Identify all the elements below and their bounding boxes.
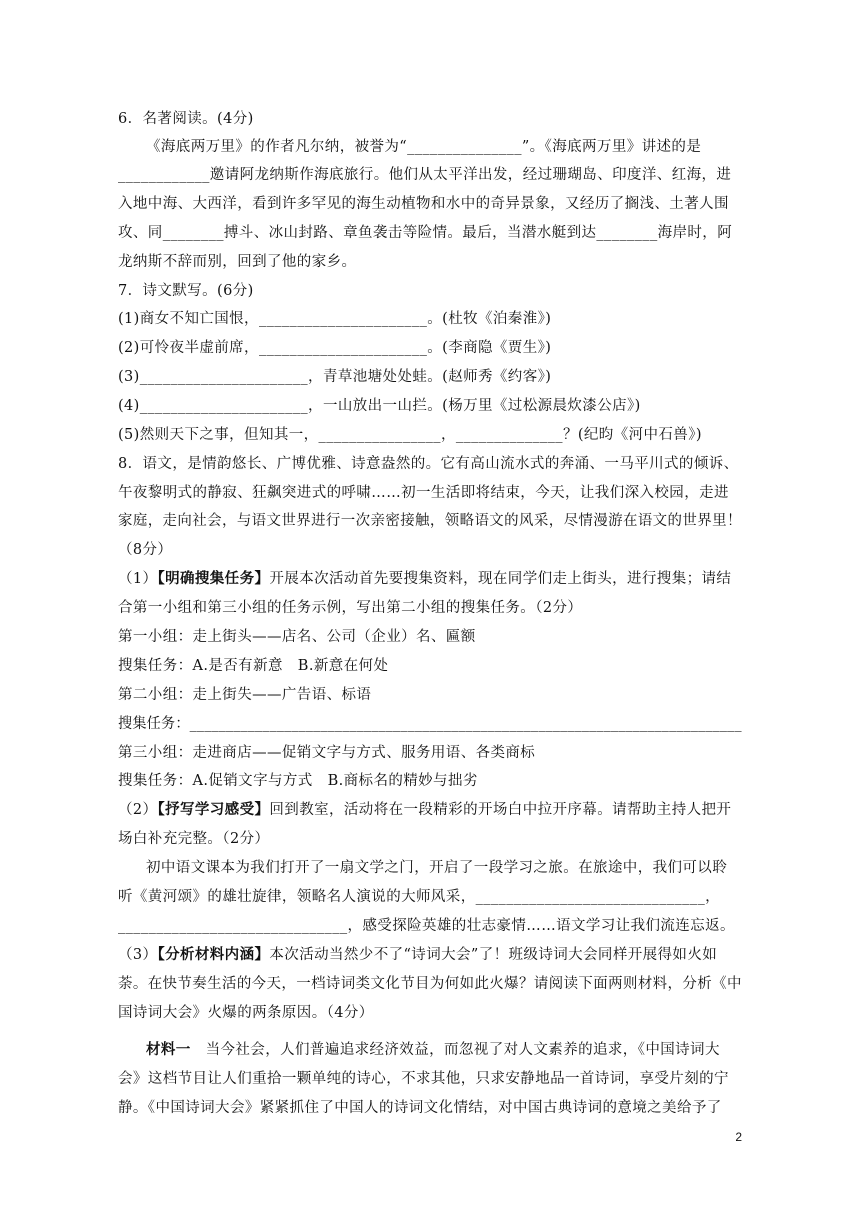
part-title: 【分析材料内涵】 <box>157 946 270 963</box>
part-number: （3） <box>118 947 158 963</box>
q7-item: (4)______________________，一山放出一山拦。(杨万里《过松源晨炊漆公店》) <box>118 398 641 414</box>
q6-line: 《海底两万里》的作者凡尔纳，被誉为“_______________”。《海底两万里》讲述的是 <box>146 139 702 155</box>
material-text: 当今社会，人们普遍追求经济效益，而忽视了对人文素养的追求，《中国诗词大 <box>190 1042 720 1058</box>
part-title: 【明确搜集任务】 <box>157 570 270 587</box>
q8-part2-line: 场白补充完整。（2分） <box>118 831 270 847</box>
group1-line: 第一小组：走上街头——店名、公司（企业）名、匾额 <box>118 629 476 645</box>
q8-line: 家庭，走向社会，与语文世界进行一次亲密接触，领略语文的风采，尽情漫游在语文的世界里！ <box>118 513 742 529</box>
material-line: 静。《中国诗词大会》紧紧抓住了中国人的诗词文化情结，对中国古典诗词的意境之美给予了 <box>118 1100 722 1116</box>
q8-line: 午夜黎明式的静寂、狂飙突进式的呼啸……初一生活即将结束，今天，让我们深入校园，走进 <box>118 485 729 501</box>
q8-part2-heading <box>118 800 731 820</box>
q8-part3-line: 荼。在快节奏生活的今天，一档诗词类文化节目为何如此火爆？请阅读下面两则材料，分析《中 <box>118 976 742 992</box>
task3-line: 搜集任务：A.促销文字与方式 B.商标名的精妙与拙劣 <box>118 773 478 789</box>
q6-line: 龙纳斯不辞而别，回到了他的家乡。 <box>118 254 357 270</box>
task2-answer-line: 搜集任务：____________________________________________________________________________ <box>118 716 742 732</box>
q6-line: 攻、同________搏斗、冰山封路、章鱼袭击等险情。最后，当潜水艇到达________海岸时，阿 <box>118 225 733 241</box>
q7-item: (3)______________________，青草池塘处处蛙。(赵师秀《约客》) <box>118 369 552 385</box>
q8-line: 8．语文，是情韵悠长、广博优雅、诗意盎然的。它有高山流水式的奔涌、一马平川式的倾诉、 <box>118 456 739 472</box>
q8-part1-line: 合第一小组和第三小组的任务示例，写出第二小组的搜集任务。（2分） <box>118 600 583 616</box>
task1-line: 搜集任务：A.是否有新意 B.新意在何处 <box>118 658 389 674</box>
opening-line: 听《黄河颂》的雄壮旋律，领略名人演说的大师风采，______________________________， <box>118 889 720 905</box>
part-text: 回到教室，活动将在一段精彩的开场白中拉开序幕。请帮助主持人把开 <box>269 802 732 818</box>
q8-part1-heading <box>118 569 731 589</box>
material-line <box>146 1040 720 1060</box>
opening-line: 初中语文课本为我们打开了一扇文学之门，开启了一段学习之旅。在旅途中，我们可以聆 <box>146 860 728 876</box>
q6-title: 6．名著阅读。(4分) <box>118 111 254 127</box>
q6-line: ____________邀请阿龙纳斯作海底旅行。他们从太平洋出发，经过珊瑚岛、印度洋、红海，进 <box>118 167 732 183</box>
material-line: 会》这档节目让人们重拾一颗单纯的诗心，不求其他，只求安静地品一首诗词，享受片刻的宁 <box>118 1071 729 1087</box>
q8-line: （8分） <box>118 542 173 558</box>
part-number: （1） <box>118 571 158 587</box>
material-label: 材料一 <box>146 1041 191 1058</box>
group3-line: 第三小组：走进商店——促销文字与方式、服务用语、各类商标 <box>118 745 536 761</box>
part-number: （2） <box>118 802 158 818</box>
q7-item: (2)可怜夜半虚前席，______________________。(李商隐《贾生》) <box>118 340 552 356</box>
page-number: 2 <box>735 1130 742 1144</box>
q8-part3-line: 国诗词大会》火爆的两条原因。（4分） <box>118 1005 374 1021</box>
q6-line: 入地中海、大西洋，看到许多罕见的海生动植物和水中的奇异景象，又经历了搁浅、土著人围 <box>118 196 729 212</box>
part-title: 【抒写学习感受】 <box>157 801 270 818</box>
part-text: 开展本次活动首先要搜集资料，现在同学们走上街头，进行搜集；请结 <box>269 571 732 587</box>
group2-line: 第二小组：走上街失——广告语、标语 <box>118 687 372 703</box>
part-text: 本次活动当然少不了“诗词大会”了！班级诗词大会同样开展得如火如 <box>269 947 718 963</box>
opening-line: ______________________________，感受探险英雄的壮志豪情……语文学习让我们流连忘返。 <box>118 918 735 934</box>
q8-part3-heading <box>118 945 717 965</box>
q7-item: (1)商女不知亡国恨，______________________。(杜牧《泊秦淮》) <box>118 311 552 327</box>
q7-title: 7．诗文默写。(6分) <box>118 283 254 299</box>
q7-item: (5)然则天下之事，但知其一，________________，______________？(纪昀《河中石兽》) <box>118 427 702 443</box>
